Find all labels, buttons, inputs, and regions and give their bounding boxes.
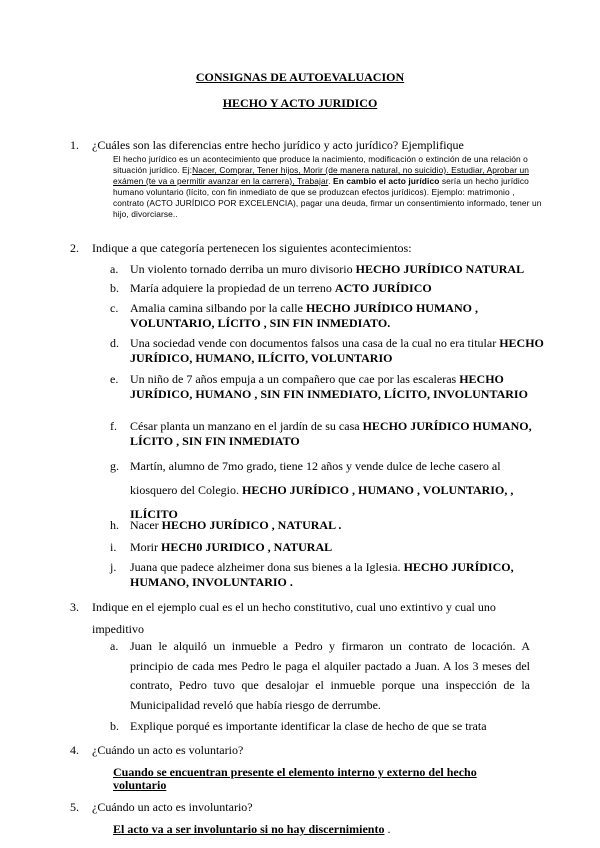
- item-letter: b.: [110, 719, 119, 733]
- list-item: [110, 301, 550, 331]
- item-letter: e.: [110, 372, 119, 386]
- item-answer: HECHO JURÍDICO HUMANO , VOLUNTARIO, LÍCITO , SIN FIN INMEDIATO.: [130, 301, 478, 330]
- item-text: Juana que padece alzheimer dona sus bienes a la Iglesia.: [130, 560, 404, 574]
- answer-text: El hecho jurídico es un acontecimiento que produce la nacimiento, modificación o extinción de una relación o situación jurídico. Ej:: [113, 154, 528, 175]
- item-text: Amalia camina silbando por la calle: [130, 301, 306, 315]
- item-letter: h.: [110, 518, 119, 532]
- list-item: [110, 262, 550, 277]
- example-text: Juan le alquiló un inmueble a Pedro y firmaron un contrato de locación. A principio de cada mes Pedro le paga el alquiler pactado a Juan. A los 3 meses del contrato, Pedro tuvo que desalojar el inmueble porque una inspección de la Municipalidad reveló que había riesgo de derrumbe.: [130, 639, 530, 712]
- answer-examples: Nacer, Comprar, Tener hijos, Morir (de manera natural, no suicidio). Estudiar, Aprobar un exámen (te va a permitir avanzar en la carrera), Trabajar: [113, 165, 530, 186]
- question-2: [70, 240, 412, 256]
- question-text: Indique a que categoría pertenecen los siguientes acontecimientos:: [92, 241, 412, 255]
- list-item: [110, 372, 550, 402]
- item-answer: ACTO JURÍDICO: [334, 281, 432, 295]
- list-item: [110, 560, 550, 590]
- answer-text: sería un hecho jurídico humano voluntario (lícito, con fin inmediato de que se produzcan efectos jurídicos). Ejemplo: matrimonio , contrato (ACTO JURÍDICO POR EXCELENCIA), pagar una deuda, firmar un consentimiento informado, tener un hijo, divorciarse..: [113, 176, 542, 219]
- example-text: Explique porqué es importante identificar la clase de hecho de que se trata: [130, 719, 487, 733]
- question-3: [70, 596, 532, 640]
- item-answer: HECHO JURÍDICO, HUMANO, INVOLUNTARIO .: [130, 560, 514, 589]
- item-letter: j.: [110, 560, 117, 574]
- list-item: [110, 540, 550, 555]
- answer-emphasis: En cambio el acto jurídico: [330, 176, 440, 186]
- question-text: Indique en el ejemplo cual es el un hecho constitutivo, cual uno extintivo y cual uno: [92, 600, 496, 614]
- item-answer: HECH0 JURIDICO , NATURAL: [161, 540, 333, 554]
- page-subtitle: HECHO Y ACTO JURIDICO: [222, 96, 378, 110]
- page-title: CONSIGNAS DE AUTOEVALUACION: [195, 70, 405, 84]
- item-answer: HECHO JURÍDICO HUMANO, LÍCITO , SIN FIN INMEDIATO: [130, 419, 532, 448]
- question-text: impeditivo: [92, 622, 144, 636]
- question-number: 5.: [70, 800, 79, 814]
- question-number: 2.: [70, 241, 79, 255]
- item-text: Nacer: [130, 518, 162, 532]
- item-letter: d.: [110, 336, 119, 350]
- item-text: Morir: [130, 540, 161, 554]
- question-4: [70, 742, 244, 758]
- item-text: María adquiere la propiedad de un terreno: [130, 281, 335, 295]
- example-b: [110, 719, 550, 734]
- list-item: [110, 419, 550, 449]
- item-text: Una sociedad vende con documentos falsos una casa de la cual no era titular: [130, 336, 500, 350]
- question-5: [70, 799, 253, 815]
- item-text: Un violento tornado derriba un muro divisorio: [130, 262, 356, 276]
- question-text: ¿Cuándo un acto es voluntario?: [92, 743, 244, 757]
- item-answer: HECHO JURÍDICO NATURAL: [355, 262, 525, 276]
- answer-4: Cuando se encuentran presente el elemento interno y externo del hecho voluntario: [113, 765, 477, 792]
- item-text: Un niño de 7 años empuja a un compañero que cae por las escaleras: [130, 372, 460, 386]
- item-letter: a.: [110, 262, 119, 276]
- question-number: 4.: [70, 743, 79, 757]
- item-letter: b.: [110, 281, 119, 295]
- answer-text: .: [328, 176, 331, 186]
- item-answer: HECHO JURÍDICO, HUMANO, ILÍCITO, VOLUNTARIO: [130, 336, 544, 365]
- item-letter: c.: [110, 301, 119, 315]
- answer-5: [113, 823, 533, 836]
- list-item: [110, 454, 550, 526]
- list-item: [110, 518, 550, 533]
- answer-tail: .: [384, 822, 391, 836]
- list-item: [110, 281, 550, 296]
- list-item: [110, 336, 550, 366]
- example-a: [110, 637, 530, 715]
- item-answer: HECHO JURÍDICO, HUMANO , SIN FIN INMEDIATO, LÍCITO, INVOLUNTARIO: [130, 372, 528, 401]
- answer-1: [113, 154, 543, 220]
- answer-text: El acto va a ser involuntario si no hay discernimiento: [113, 822, 385, 836]
- question-1: [70, 137, 464, 153]
- question-text: ¿Cuándo un acto es involuntario?: [92, 800, 253, 814]
- item-text: Martín, alumno de 7mo grado, tiene 12 años y vende dulce de leche casero al kiosquero del Colegio.: [130, 459, 501, 497]
- item-answer: HECHO JURÍDICO , HUMANO , VOLUNTARIO, , ILÍCITO: [130, 483, 514, 521]
- question-text: ¿Cuáles son las diferencias entre hecho jurídico y acto jurídico? Ejemplifique: [92, 138, 464, 152]
- item-letter: g.: [110, 459, 119, 473]
- item-letter: i.: [110, 540, 117, 554]
- item-letter: a.: [110, 639, 119, 653]
- question-number: 3.: [70, 600, 79, 614]
- item-text: César planta un manzano en el jardín de su casa: [130, 419, 363, 433]
- item-answer: HECHO JURÍDICO , NATURAL .: [161, 518, 342, 532]
- question-number: 1.: [70, 138, 79, 152]
- item-letter: f.: [110, 419, 117, 433]
